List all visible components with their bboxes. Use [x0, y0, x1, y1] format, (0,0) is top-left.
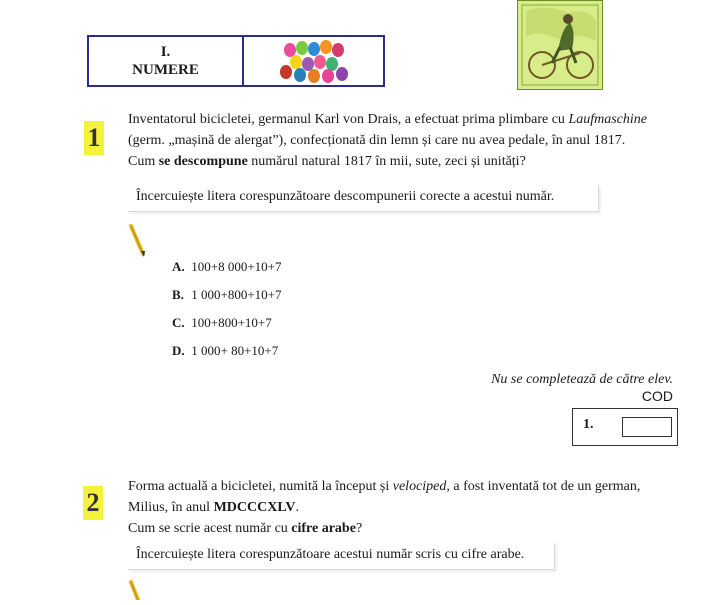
- problem-2-line-2-post: .: [295, 500, 299, 515]
- problem-1-question-pre: Cum: [128, 154, 159, 169]
- option-c-value: 100+800+10+7: [191, 315, 272, 330]
- problem-2-question: [128, 518, 688, 539]
- problem-2-question-post: ?: [355, 521, 363, 536]
- option-c[interactable]: [172, 315, 272, 331]
- cod-input-box: [622, 417, 672, 437]
- laufmaschine-term: Laufmaschine: [568, 112, 647, 127]
- problem-2-line-2-pre: Milius, în anul: [128, 500, 214, 515]
- option-b-letter: B.: [172, 287, 184, 302]
- problem-1-question-bold: se descompune: [158, 154, 248, 169]
- option-a-letter: A.: [172, 259, 185, 274]
- bicycle-picture: [517, 0, 603, 90]
- problem-2-line-2: [128, 497, 688, 518]
- option-a-value: 100+8 000+10+7: [191, 259, 282, 274]
- section-title: NUMERE: [132, 62, 199, 78]
- problem-1-question: [128, 151, 688, 172]
- problem-2-statement: [128, 476, 688, 539]
- problem-1-question-post: numărul natural 1817 în mii, sute, zeci și unități?: [247, 154, 526, 169]
- problem-1-line-2: (germ. „mașină de alergat”), confecționată din lemn și care nu avea pedale, în anul 1817.: [128, 133, 626, 148]
- problem-2-line-1-pre: Forma actuală a bicicletei, numită la început și: [128, 479, 393, 494]
- balloons-illustration: [244, 37, 383, 85]
- option-d-letter: D.: [172, 343, 185, 358]
- pencil-icon: [128, 580, 148, 605]
- problem-1-statement: [128, 109, 688, 172]
- problem-2-question-bold: cifre arabe: [291, 521, 356, 536]
- section-header-box: [87, 35, 385, 87]
- velociped-term: velociped: [392, 479, 447, 494]
- option-d[interactable]: [172, 343, 278, 359]
- roman-numeral: MDCCCXLV: [213, 500, 296, 515]
- problem-2-badge: 2: [83, 486, 103, 520]
- section-header-title: [89, 37, 244, 85]
- cod-label: COD: [641, 388, 673, 404]
- cod-box: [572, 408, 678, 446]
- problem-1-instruction: Încercuiește litera corespunzătoare descompunerii corecte a acestui număr.: [128, 185, 599, 212]
- option-d-value: 1 000+ 80+10+7: [191, 343, 279, 358]
- cod-item-number: 1.: [583, 417, 594, 432]
- problem-2-line-1-post: , a fost inventată tot de un german,: [446, 479, 641, 494]
- problem-2-line-1: [128, 476, 688, 497]
- problem-2-question-pre: Cum se scrie acest număr cu: [128, 521, 292, 536]
- problem-2-instruction: Încercuiește litera corespunzătoare acestui număr scris cu cifre arabe.: [128, 543, 555, 570]
- problem-1-line-1-text: Inventatorul bicicletei, germanul Karl von Drais, a efectuat prima plimbare cu: [128, 112, 569, 127]
- option-a[interactable]: [172, 259, 282, 275]
- problem-1-badge: 1: [84, 121, 104, 155]
- option-b[interactable]: [172, 287, 282, 303]
- option-c-letter: C.: [172, 315, 185, 330]
- option-b-value: 1 000+800+10+7: [191, 287, 282, 302]
- problem-1-line-1: [128, 109, 688, 130]
- draisine-illustration: [518, 1, 602, 89]
- teacher-note: Nu se completează de către elev.: [491, 372, 673, 387]
- section-number: I.: [160, 44, 171, 60]
- pencil-icon: [128, 224, 148, 263]
